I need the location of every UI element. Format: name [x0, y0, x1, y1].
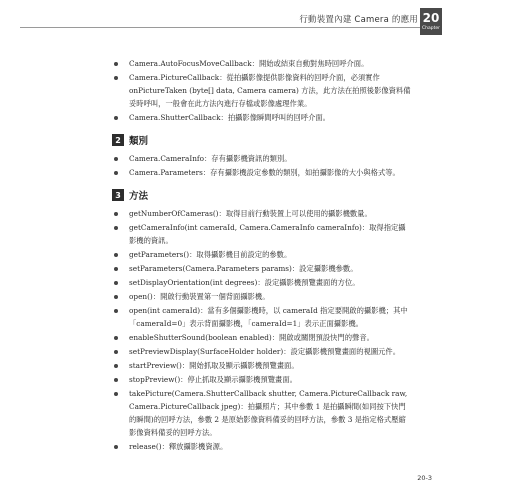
- bullet-icon: [114, 392, 118, 396]
- list-item: [112, 290, 412, 303]
- list-item: [112, 387, 412, 439]
- bullet-icon: [114, 267, 118, 271]
- list-item: [112, 221, 412, 247]
- list-item: [112, 207, 412, 220]
- bullet-icon: [114, 336, 118, 340]
- list-item: [112, 373, 412, 386]
- header-divider: [20, 27, 420, 28]
- running-header-title: 行動裝置內建 Camera 的應用: [299, 15, 418, 25]
- bullet-icon: [114, 171, 118, 175]
- list-item-text: setDisplayOrientation(int degrees)：設定攝影機預覽畫面的方位。: [129, 278, 360, 287]
- list-item-text: Camera.AutoFocusMoveCallback：開始或結束自動對焦時回呼介面。: [129, 59, 369, 68]
- bullet-icon: [114, 295, 118, 299]
- list-item: [112, 152, 412, 165]
- section-title: 類別: [129, 136, 149, 147]
- list-item: [112, 248, 412, 261]
- list-item: [112, 111, 412, 124]
- list-item: [112, 276, 412, 289]
- list-item: [112, 304, 412, 330]
- list-item-text: Camera.ShutterCallback：拍攝影像瞬間呼叫的回呼介面。: [129, 113, 330, 122]
- section-heading-classes: [112, 132, 412, 148]
- list-item: [112, 166, 412, 179]
- list-item: [112, 331, 412, 344]
- list-item-text: takePicture(Camera.ShutterCallback shutter, Camera.PictureCallback raw, Camera.PictureCallback jpeg)：拍攝照片；其中參數 1 是拍攝瞬間(如同按下快門的瞬間)的回呼方法，參數 2 是原始影像資料備妥的回呼方法，參數 3 是指定格式壓縮影像資料備妥的回呼方法。: [129, 389, 408, 437]
- list-item: [112, 57, 412, 70]
- page-number: 20-3: [417, 474, 432, 482]
- bullet-icon: [114, 157, 118, 161]
- list-item-text: stopPreview()：停止抓取及顯示攝影機預覽畫面。: [129, 375, 297, 384]
- bullet-icon: [114, 378, 118, 382]
- list-item-text: Camera.CameraInfo：存有攝影機資訊的類別。: [129, 154, 292, 163]
- section-number-badge: 2: [112, 134, 124, 146]
- list-item: [112, 345, 412, 358]
- bullet-icon: [114, 62, 118, 66]
- bullet-icon: [114, 445, 118, 449]
- list-item-text: getCameraInfo(int cameraId, Camera.CameraInfo cameraInfo)：取得指定攝影機的資訊。: [129, 223, 406, 245]
- chapter-label: Chapter: [422, 26, 440, 31]
- list-item-text: setPreviewDisplay(SurfaceHolder holder)：設定攝影機預覽畫面的視圖元件。: [129, 347, 401, 356]
- list-item-text: setParameters(Camera.Parameters params)：設定攝影機參數。: [129, 264, 358, 273]
- list-item-text: getNumberOfCameras()：取得目前行動裝置上可以使用的攝影機數量。: [129, 209, 372, 218]
- list-item: [112, 440, 412, 453]
- bullet-icon: [114, 309, 118, 313]
- classes-list: [112, 152, 412, 179]
- list-item-text: enableShutterSound(boolean enabled)：開啟或關閉預設快門的聲音。: [129, 333, 374, 342]
- list-item-text: release()：釋放攝影機資源。: [129, 442, 228, 451]
- bullet-icon: [114, 116, 118, 120]
- list-item: [112, 71, 412, 110]
- list-item: [112, 262, 412, 275]
- list-item-text: startPreview()：開始抓取及顯示攝影機預覽畫面。: [129, 361, 299, 370]
- section-number-badge: 3: [112, 189, 124, 201]
- section-heading-methods: [112, 187, 412, 203]
- methods-list: [112, 207, 412, 453]
- chapter-number: 20: [422, 11, 440, 25]
- list-item-text: open(int cameraId)：當有多個攝影機時，以 cameraId 指定要開啟的攝影機；其中「cameraId=0」表示背面攝影機，「cameraId=1」表示正面攝影機。: [129, 306, 408, 328]
- list-item-text: open()：開啟行動裝置第一個背面攝影機。: [129, 292, 270, 301]
- list-item-text: Camera.Parameters：存有攝影機設定參數的類別，如拍攝影像的大小與格式等。: [129, 168, 400, 177]
- bullet-icon: [114, 226, 118, 230]
- bullet-icon: [114, 212, 118, 216]
- chapter-badge: [420, 8, 442, 35]
- section-title: 方法: [129, 191, 149, 202]
- list-item-text: getParameters()：取得攝影機目前設定的參數。: [129, 250, 292, 259]
- callback-list: [112, 57, 412, 124]
- bullet-icon: [114, 364, 118, 368]
- list-item: [112, 359, 412, 372]
- bullet-icon: [114, 253, 118, 257]
- page-content: [112, 57, 412, 454]
- bullet-icon: [114, 281, 118, 285]
- bullet-icon: [114, 350, 118, 354]
- bullet-icon: [114, 76, 118, 80]
- list-item-text: Camera.PictureCallback：從拍攝影像提供影像資料的回呼介面，必須實作 onPictureTaken (byte[] data, Camera camera) 方法，此方法在拍照後影像資料備妥時呼叫，一般會在此方法內進行存檔或影像處理作業。: [129, 73, 411, 108]
